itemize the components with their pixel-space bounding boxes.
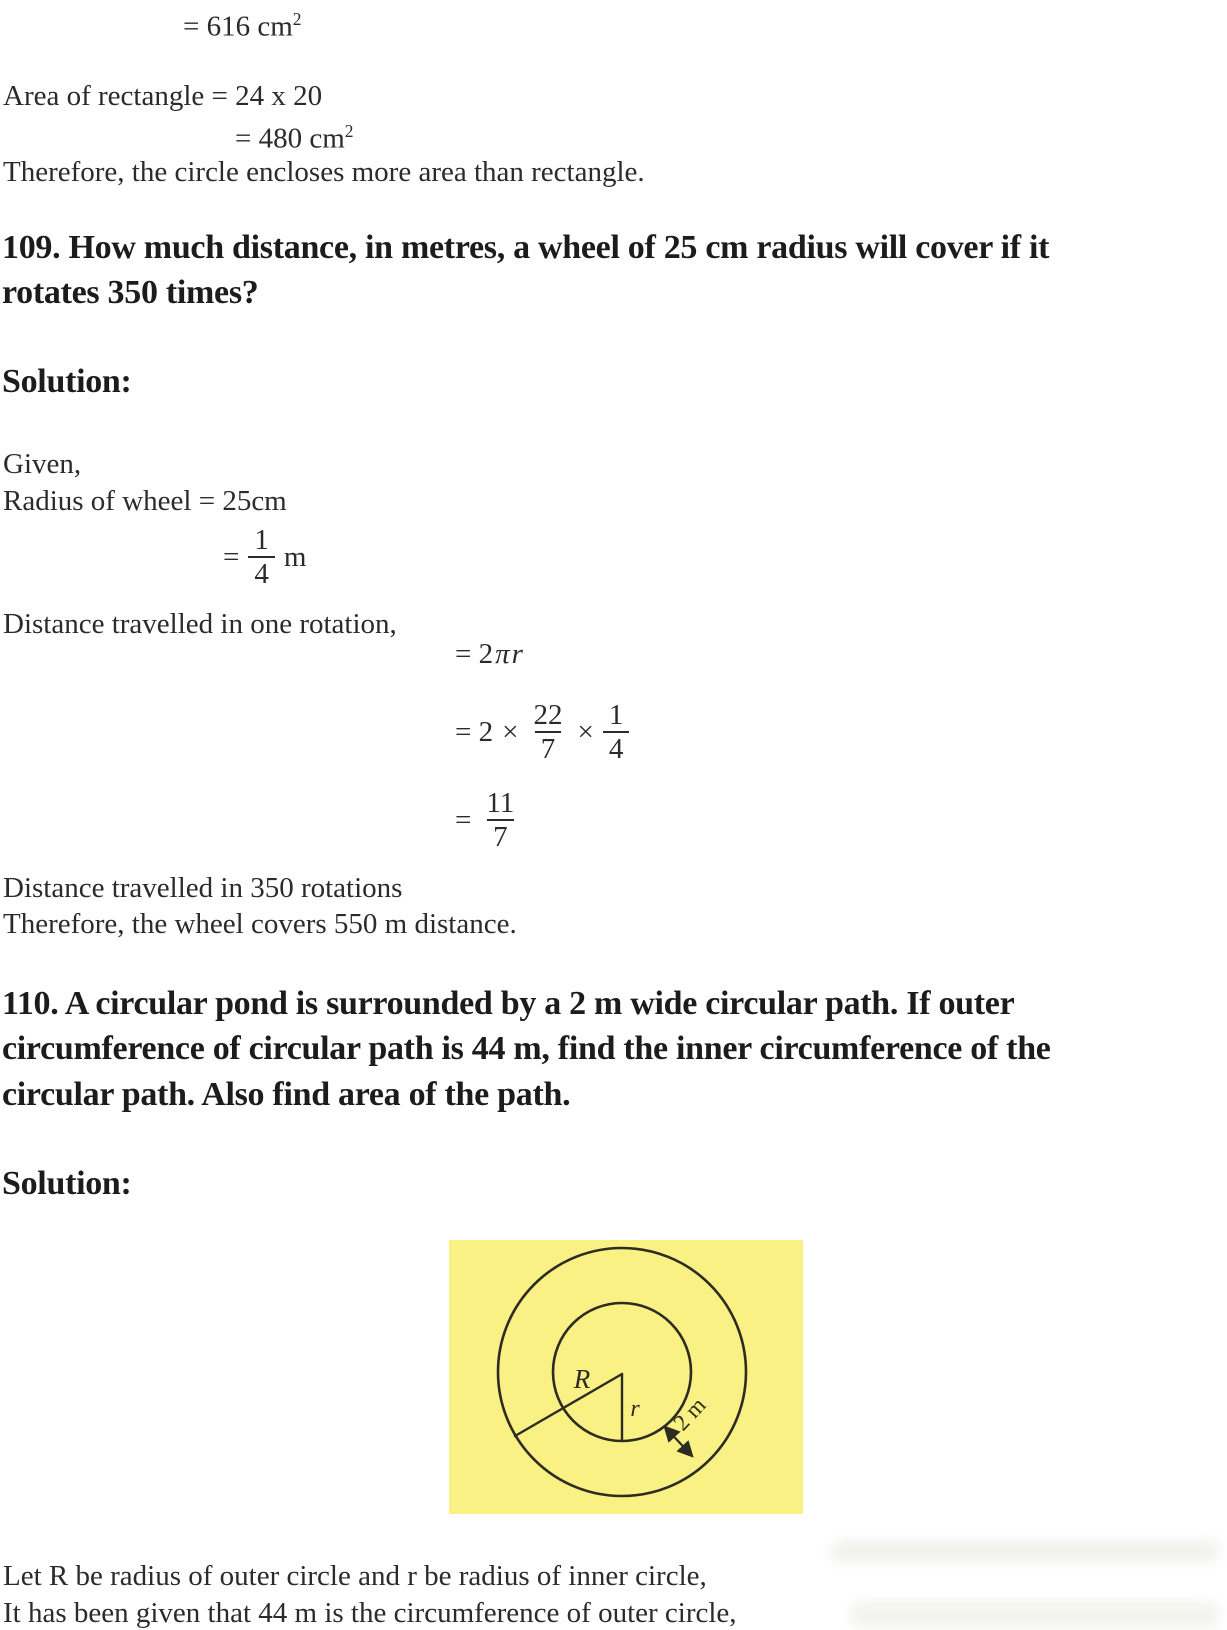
path-width-label: 2 m: [668, 1392, 711, 1436]
inner-radius-label: r: [630, 1396, 640, 1422]
question-109-heading-line2: rotates 350 times?: [2, 274, 259, 311]
equation-text: = 2: [455, 638, 494, 670]
previous-conclusion-line: Therefore, the circle encloses more area than rectangle.: [3, 156, 645, 188]
fraction-denominator: 4: [603, 731, 630, 765]
outer-radius-label: R: [573, 1364, 591, 1394]
multiply-sign: ×: [502, 715, 519, 748]
given-label: Given,: [3, 448, 82, 480]
circumference-equation: [455, 636, 525, 672]
pi-r-term: πr: [495, 638, 525, 670]
result-equation: [455, 787, 520, 854]
area-rectangle-line: Area of rectangle = 24 x 20: [3, 80, 323, 112]
question-110-heading-line3: circular path. Also find area of the path.: [2, 1076, 571, 1113]
equation-area-rectangle-result: [235, 113, 354, 156]
solution-109-label: Solution:: [2, 363, 132, 400]
pond-figure-drawing: [449, 1240, 803, 1514]
scan-artifact: [850, 1602, 1220, 1628]
equals-sign: =: [223, 540, 240, 573]
fraction-denominator: 7: [487, 819, 514, 853]
radius-in-metres-equation: [223, 524, 306, 591]
superscript: 2: [292, 9, 302, 29]
fraction-one-fourth: [248, 524, 275, 591]
fraction-numerator: 1: [608, 699, 624, 731]
question-109-heading-line1: 109. How much distance, in metres, a wheel of 25 cm radius will cover if it: [2, 229, 1050, 266]
equation-area-circle-result: [183, 1, 302, 44]
substitution-equation: [455, 699, 629, 766]
rotations-350-line: Distance travelled in 350 rotations: [3, 872, 403, 904]
solution-110-label: Solution:: [2, 1165, 132, 1202]
one-rotation-line: Distance travelled in one rotation,: [3, 608, 397, 640]
given-circumference-line: It has been given that 44 m is the circumference of outer circle,: [3, 1597, 737, 1629]
pond-figure: [449, 1240, 803, 1514]
equation-text: = 616 cm: [183, 10, 293, 43]
fraction-numerator: 22: [533, 699, 563, 731]
let-radii-line: Let R be radius of outer circle and r be radius of inner circle,: [3, 1560, 707, 1592]
equals-sign: =: [455, 803, 472, 836]
fraction-denominator: 4: [248, 556, 275, 590]
fraction-22-7: [527, 699, 568, 766]
question-110-heading-line2: circumference of circular path is 44 m, find the inner circumference of the: [2, 1030, 1051, 1067]
scan-artifact: [830, 1540, 1220, 1562]
superscript: 2: [344, 121, 354, 141]
fraction-1-4: [603, 699, 630, 766]
multiply-sign: ×: [577, 715, 594, 748]
equation-text: = 2: [455, 715, 494, 748]
equation-text: = 480 cm: [235, 122, 345, 155]
outer-circle: [498, 1248, 746, 1496]
fraction-numerator: 11: [486, 787, 515, 819]
unit-metre: m: [283, 540, 307, 573]
fraction-denominator: 7: [535, 731, 562, 765]
radius-of-wheel-line: Radius of wheel = 25cm: [3, 485, 287, 517]
outer-radius-line: [515, 1374, 622, 1436]
fraction-11-7: [480, 787, 520, 854]
fraction-numerator: 1: [254, 524, 269, 556]
question-110-heading-line1: 110. A circular pond is surrounded by a 2 m wide circular path. If outer: [2, 985, 1015, 1022]
conclusion-109-line: Therefore, the wheel covers 550 m distance.: [3, 908, 517, 940]
